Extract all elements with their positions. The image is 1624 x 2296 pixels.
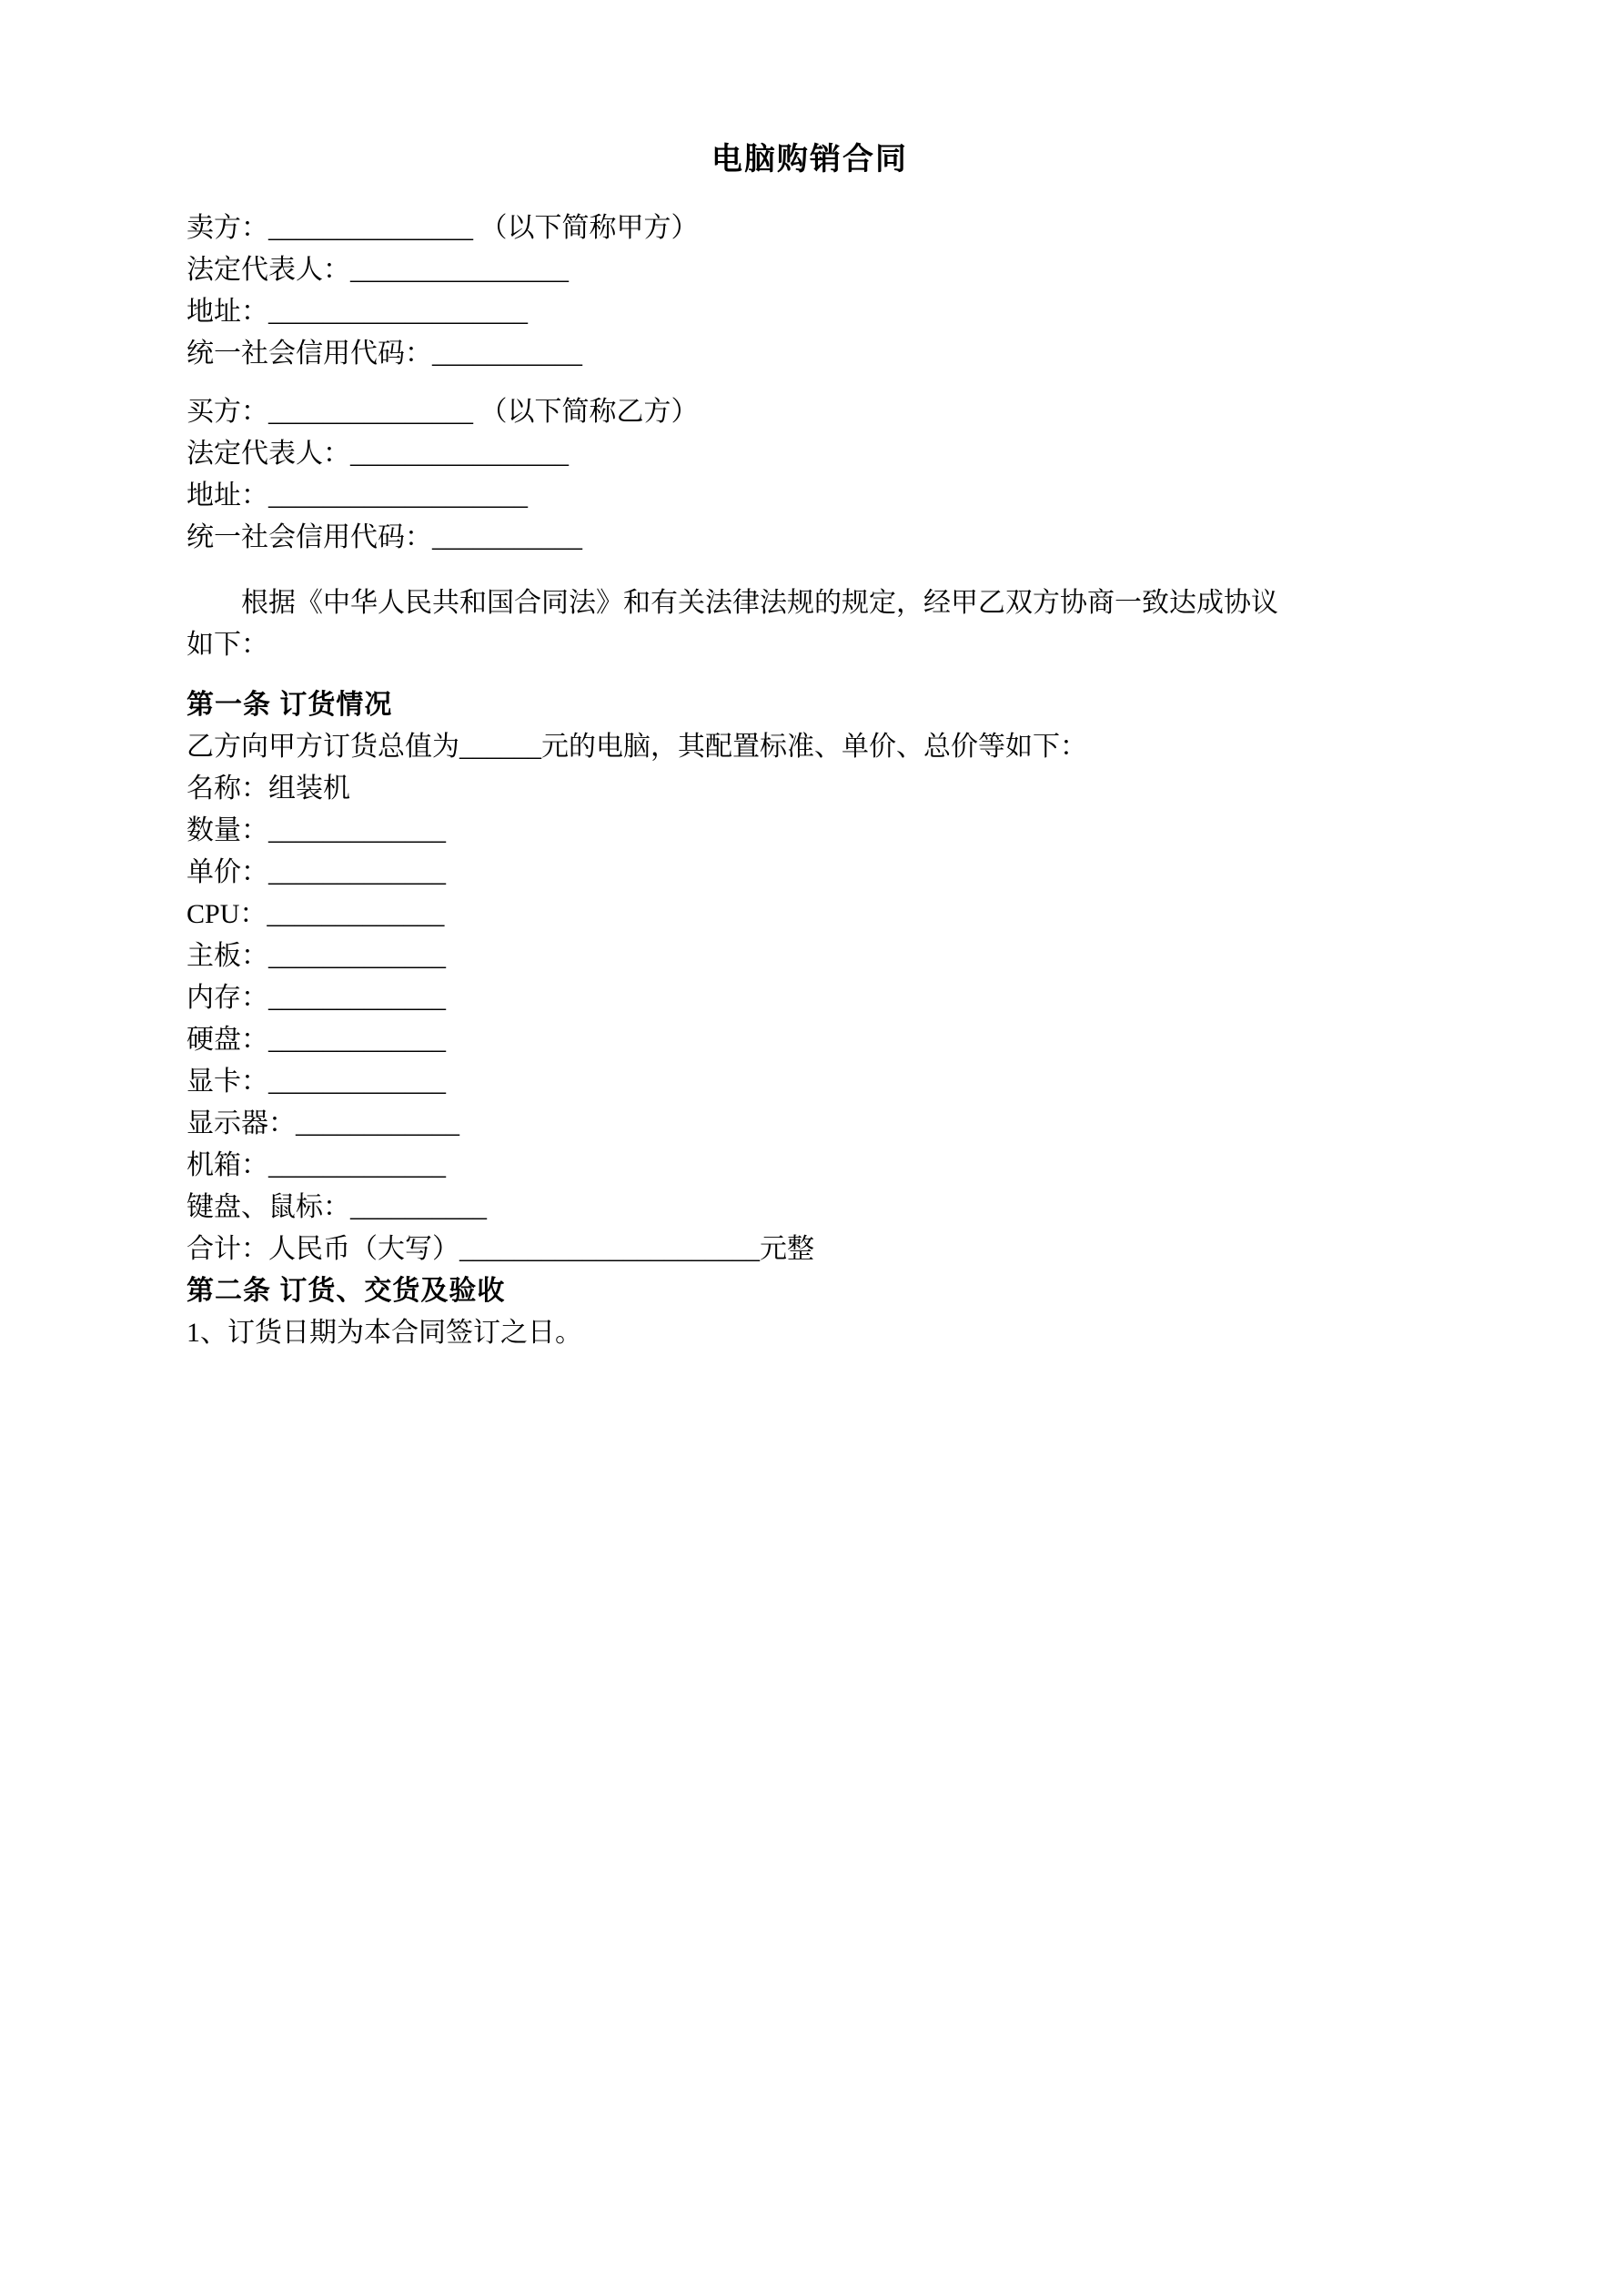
- preamble-line-1: 根据《中华人民共和国合同法》和有关法律法规的规定，经甲乙双方协商一致达成协议: [241, 588, 1278, 618]
- item-monitor-line: 显示器：____________: [187, 1108, 459, 1138]
- spacer: [187, 375, 1433, 391]
- item-keyboard-mouse-line: 键盘、鼠标：__________: [187, 1192, 487, 1222]
- buyer-credit-code-line: 统一社会信用代码：___________: [187, 522, 582, 552]
- section1-intro-line: 乙方向甲方订货总值为______元的电脑，其配置标准、单价、总价等如下：: [187, 732, 1087, 762]
- section2-clause1-line: 1、订货日期为本合同签订之日。: [187, 1318, 582, 1348]
- buyer-name-line: 买方：_______________ （以下简称乙方）: [187, 397, 699, 427]
- spacer: [187, 666, 1433, 684]
- page-title: 电脑购销合同: [711, 142, 908, 177]
- item-motherboard-line: 主板：_____________: [187, 941, 446, 971]
- seller-address-line: 地址：___________________: [187, 297, 528, 327]
- item-unit-price-line: 单价：_____________: [187, 857, 446, 887]
- item-memory-line: 内存：_____________: [187, 983, 446, 1013]
- buyer-legal-rep-line: 法定代表人：________________: [187, 439, 569, 469]
- item-cpu-line: CPU：_____________: [187, 899, 445, 929]
- spacer: [187, 559, 1433, 582]
- item-gpu-line: 显卡：_____________: [187, 1067, 446, 1097]
- preamble-line-2: 如下：: [187, 630, 268, 660]
- section2-heading: 第二条 订货、交货及验收: [187, 1276, 506, 1306]
- item-harddisk-line: 硬盘：_____________: [187, 1025, 446, 1055]
- section1-heading: 第一条 订货情况: [187, 690, 393, 720]
- seller-block: [187, 207, 1433, 375]
- seller-credit-code-line: 统一社会信用代码：___________: [187, 339, 582, 369]
- item-quantity-line: 数量：_____________: [187, 815, 446, 845]
- item-total-line: 合计：人民币（大写）______________________元整: [187, 1234, 814, 1264]
- item-case-line: 机箱：_____________: [187, 1150, 446, 1180]
- item-name-line: 名称：组装机: [187, 774, 350, 804]
- section1-block: [187, 684, 1433, 1270]
- seller-legal-rep-line: 法定代表人：________________: [187, 255, 569, 285]
- preamble-block: [187, 582, 1433, 666]
- buyer-address-line: 地址：___________________: [187, 480, 528, 511]
- seller-name-line: 卖方：_______________ （以下简称甲方）: [187, 213, 699, 243]
- section2-block: [187, 1270, 1433, 1354]
- buyer-block: [187, 391, 1433, 559]
